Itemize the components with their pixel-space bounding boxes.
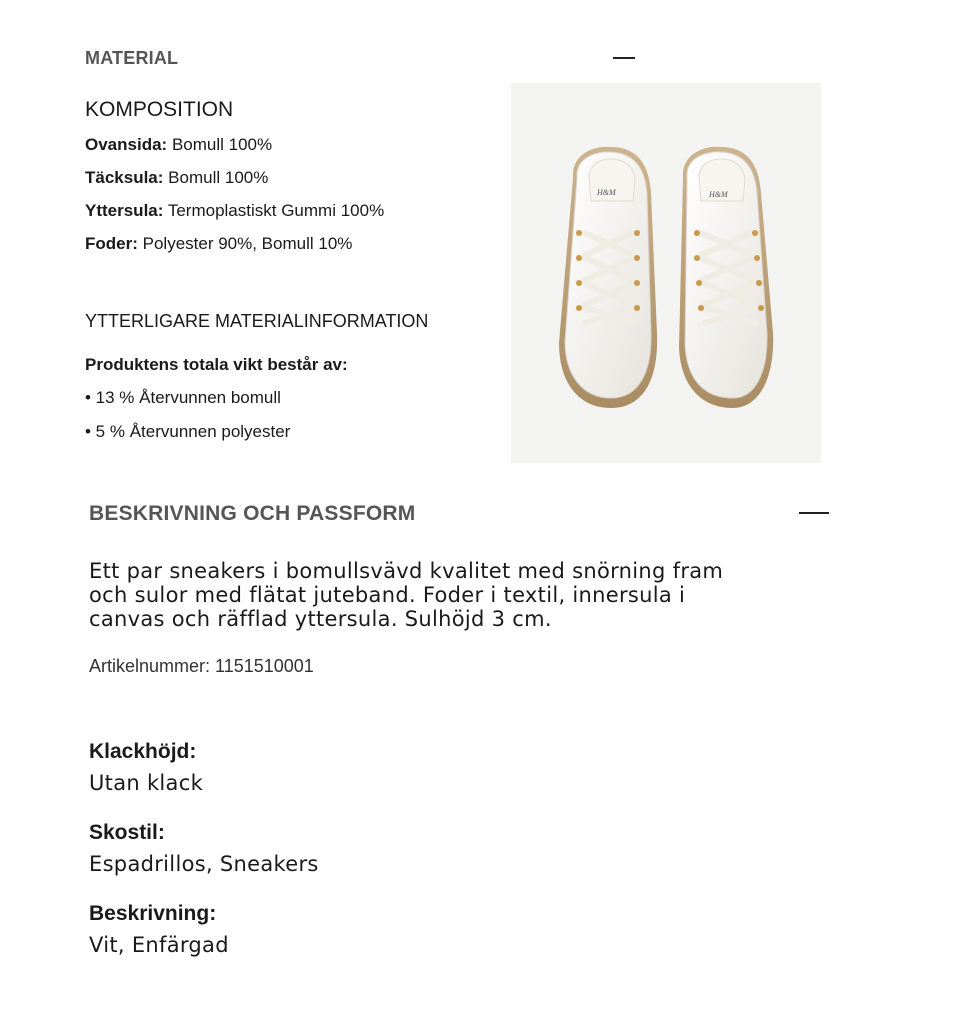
attribute-value-style: Espadrillos, Sneakers bbox=[89, 852, 319, 876]
attribute-label-style: Skostil: bbox=[89, 821, 165, 844]
brand-label: H&M bbox=[597, 188, 616, 197]
composition-label: Foder: bbox=[85, 234, 138, 253]
material-heading: MATERIAL bbox=[85, 48, 179, 68]
attribute-label-heel: Klackhöjd: bbox=[89, 740, 197, 763]
attribute-label-description: Beskrivning: bbox=[89, 902, 217, 925]
material-bullet: • 13 % Återvunnen bomull bbox=[85, 388, 281, 407]
brand-label: H&M bbox=[709, 190, 728, 199]
right-shoe bbox=[679, 147, 773, 408]
description-text bbox=[89, 559, 723, 631]
material-bullet: • 5 % Återvunnen polyester bbox=[85, 422, 291, 441]
composition-value: Termoplastiskt Gummi 100% bbox=[167, 201, 385, 220]
composition-heading: KOMPOSITION bbox=[85, 98, 234, 121]
minus-icon bbox=[613, 57, 635, 59]
composition-label: Ovansida: bbox=[85, 135, 168, 154]
composition-value: Bomull 100% bbox=[171, 135, 273, 154]
sneakers-illustration bbox=[511, 83, 821, 463]
article-number: Artikelnummer: 1151510001 bbox=[89, 656, 314, 676]
composition-row-insole bbox=[85, 168, 268, 188]
weight-heading: Produktens totala vikt består av: bbox=[85, 355, 348, 374]
composition-row-upper bbox=[85, 135, 272, 155]
composition-row-lining bbox=[85, 234, 352, 254]
description-collapse-button[interactable] bbox=[794, 502, 834, 524]
description-line: och sulor med flätat juteband. Foder i textil, innersula i bbox=[89, 583, 686, 607]
composition-row-outsole bbox=[85, 201, 384, 221]
description-line: canvas och räfflad yttersula. Sulhöjd 3 cm. bbox=[89, 607, 552, 631]
left-shoe bbox=[559, 147, 657, 408]
product-image bbox=[511, 83, 821, 463]
composition-value: Bomull 100% bbox=[168, 168, 269, 187]
composition-label: Yttersula: bbox=[85, 201, 164, 220]
composition-label: Täcksula: bbox=[85, 168, 164, 187]
description-line: Ett par sneakers i bomullsvävd kvalitet med snörning fram bbox=[89, 559, 724, 583]
description-heading: BESKRIVNING OCH PASSFORM bbox=[89, 502, 416, 525]
attribute-value-heel: Utan klack bbox=[89, 771, 204, 795]
composition-value: Polyester 90%, Bomull 10% bbox=[142, 234, 353, 253]
material-collapse-button[interactable] bbox=[608, 48, 640, 68]
attribute-value-description: Vit, Enfärgad bbox=[89, 933, 229, 957]
minus-icon bbox=[799, 512, 829, 514]
additional-material-heading: YTTERLIGARE MATERIALINFORMATION bbox=[85, 311, 429, 331]
